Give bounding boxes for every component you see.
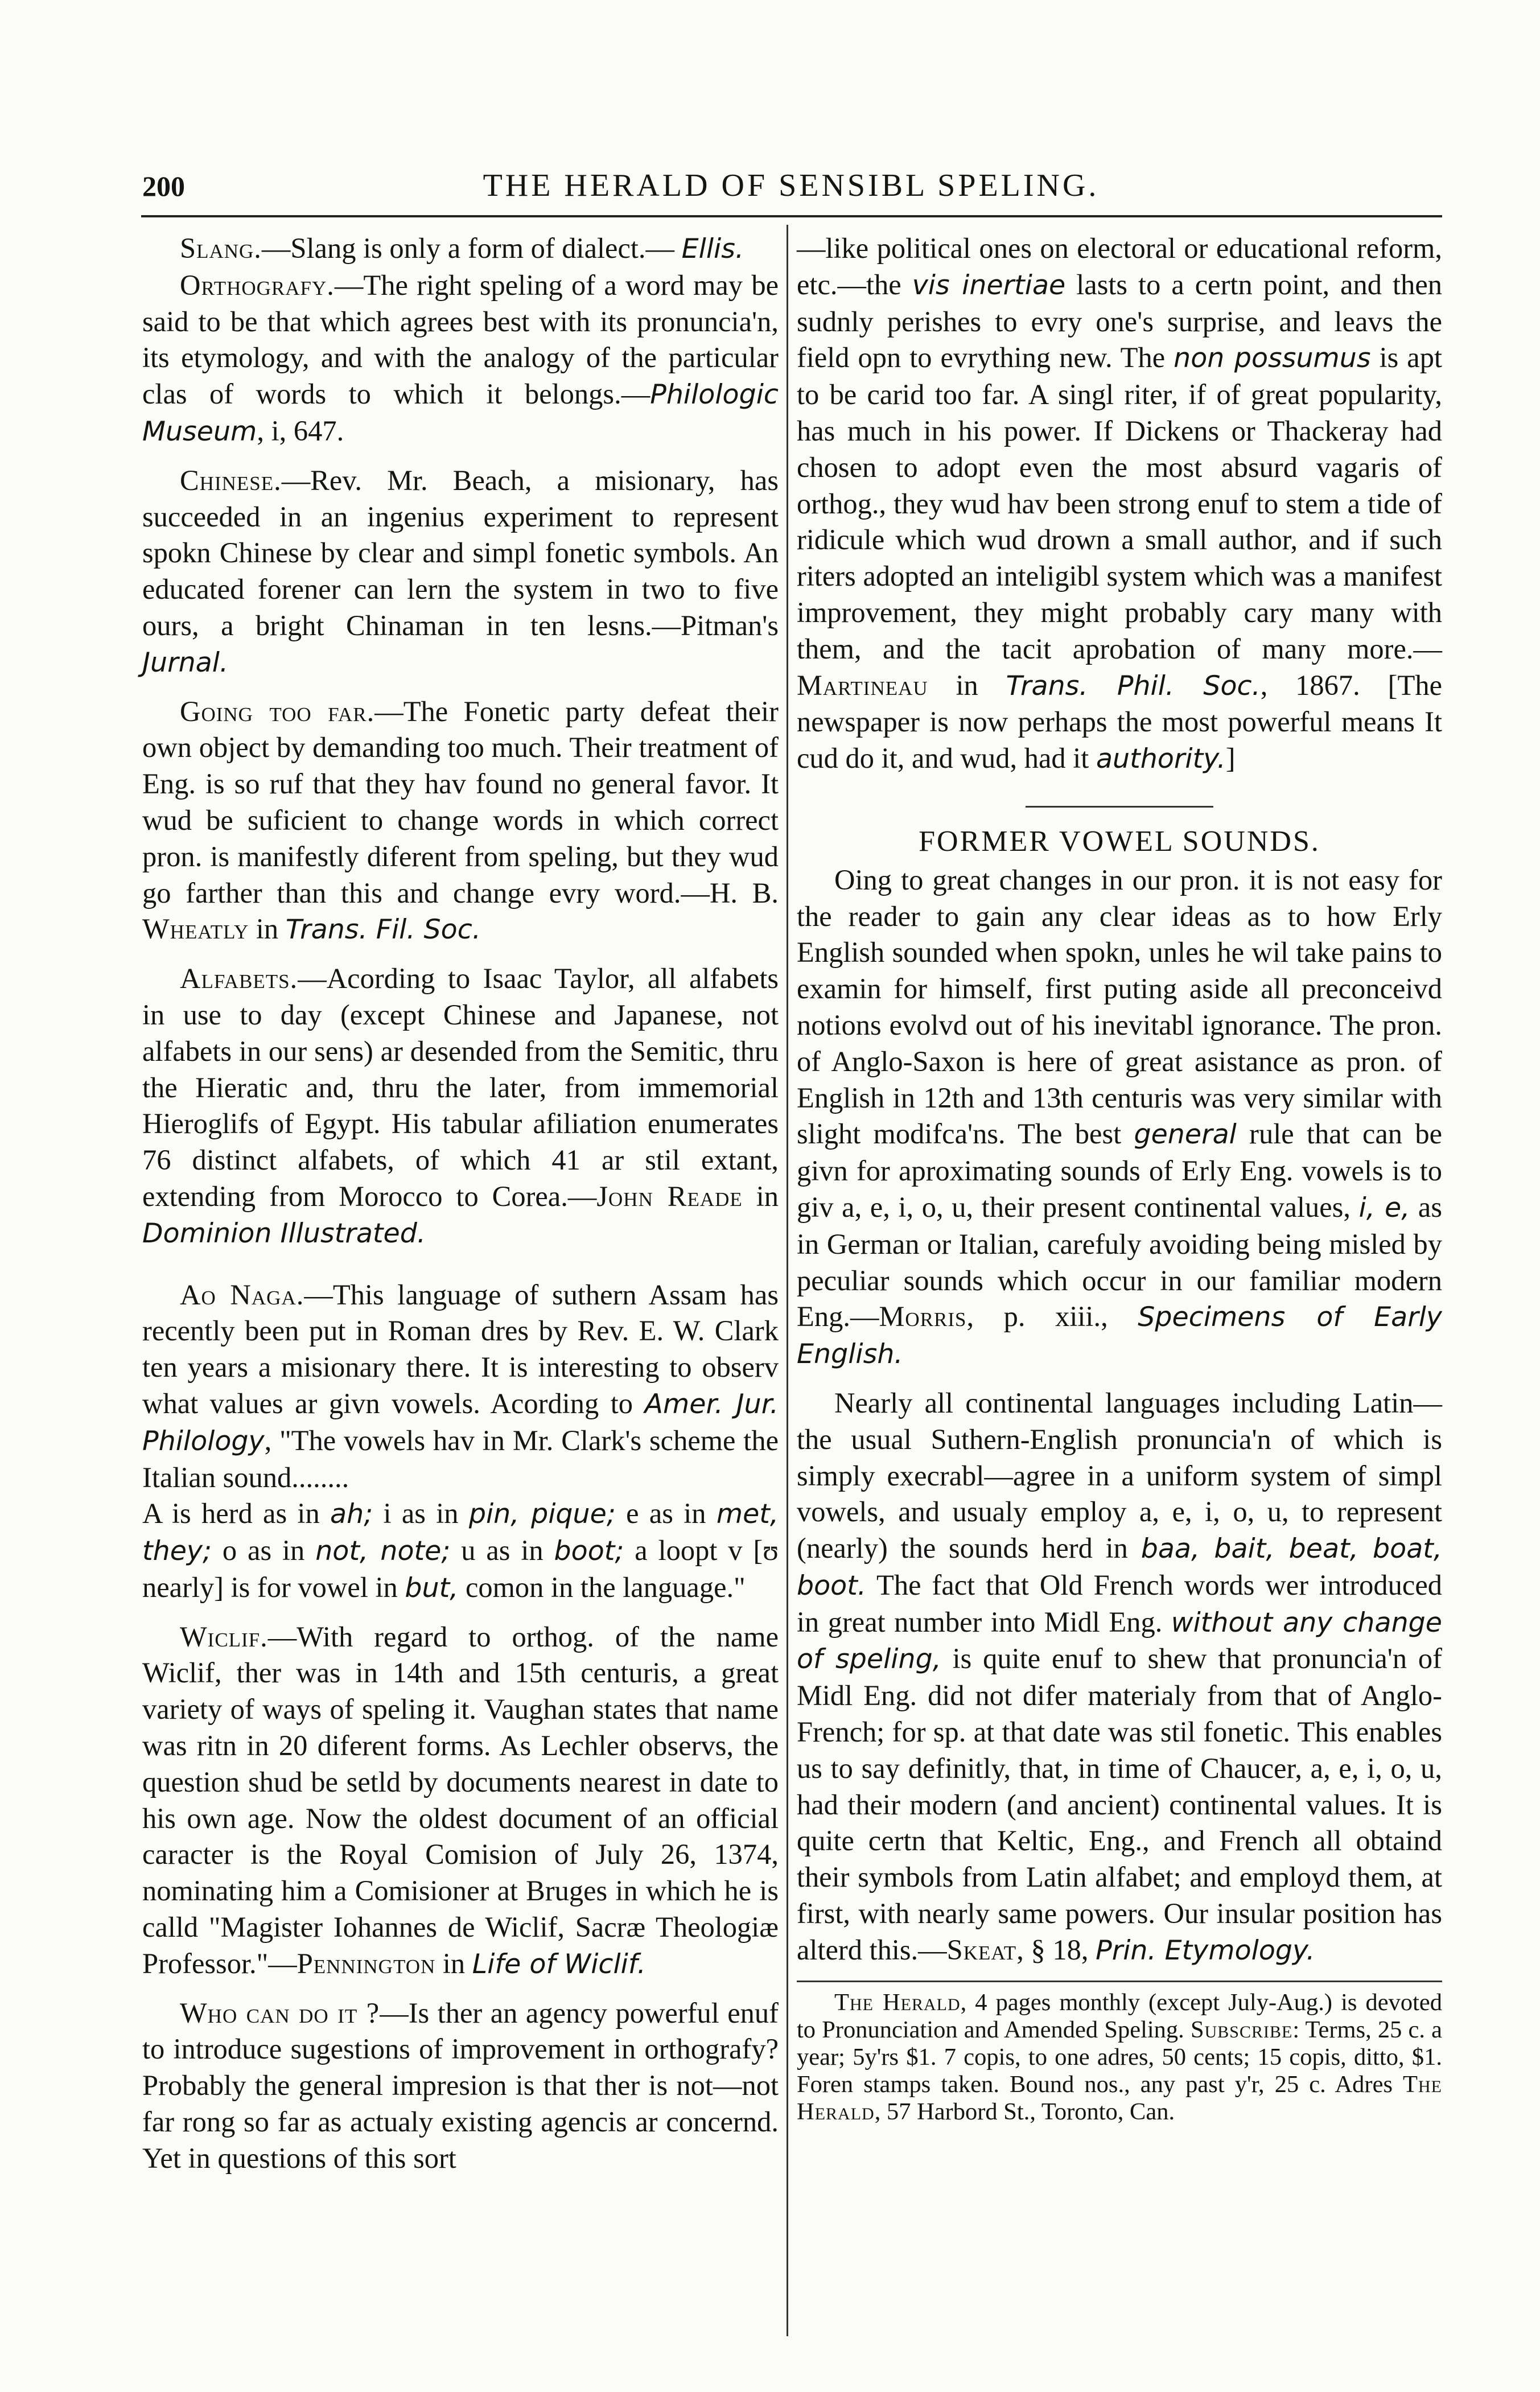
article-author: Pennington xyxy=(297,1947,436,1979)
vowel-tail-text: a loopt v [ʊ nearly] is for vowel in xyxy=(142,1534,779,1603)
article-author: Martineau xyxy=(797,669,928,701)
subscribe-label: Subscribe xyxy=(1190,2016,1293,2043)
vowel-o-example: not, note; xyxy=(315,1535,451,1567)
article-heading: Who can do it ? xyxy=(180,1996,380,2029)
latin-phrase: vis inertiae xyxy=(912,269,1066,301)
article-source: Trans. Fil. Soc. xyxy=(285,914,481,946)
publication-name: The Herald xyxy=(797,2070,1442,2125)
vowel-i-example: pin, pique; xyxy=(468,1498,616,1530)
article-author: Wheatly xyxy=(142,913,249,945)
article-quote: , "The vowels hav in Mr. Clark's scheme the Italian sound........ xyxy=(142,1424,779,1493)
article-source: Amer. Jur. Philology xyxy=(142,1388,779,1457)
article-reference: , p. xiii., xyxy=(966,1300,1138,1333)
editorial-note-close: ] xyxy=(1225,742,1236,775)
article-reference: , i, 647. xyxy=(257,414,344,447)
article-source: Ellis. xyxy=(681,233,744,265)
vowel-o-text: o as in xyxy=(212,1534,316,1567)
emphasis: without any change of speling, xyxy=(797,1607,1442,1675)
vowel-sounds-paragraph-1 xyxy=(797,862,1442,1373)
vowel-a-example: ah; xyxy=(330,1498,373,1530)
emphasis: authority. xyxy=(1096,743,1226,775)
article-text: is apt to be carid too far. A singl riter, if of great popularity, has much in his power. If Dickens or Thackeray had chosen to adopt even the most absurd vagaris of orthog., they wud hav been strong enuf to stem a tide of ridicule which wud drown a small author, and if such riters adopted an inteligibl system which was a manifest improvement, they might probably cary many with them, and the tacit aprobation of many more.— xyxy=(797,341,1442,665)
vowel-e-text: e as in xyxy=(615,1497,717,1530)
article-text: —The Fonetic party defeat their own object by demanding too much. Their treatment of Eng. is so ruf that they hav found no general favor. It wud be suficient to change words in which correct pron. is manifestly diferent from speling, but they wud go farther than this and change evry word.—H. B. xyxy=(142,695,779,909)
article-continuation xyxy=(797,230,1442,777)
article-source: Jurnal. xyxy=(142,647,229,678)
article-heading: Going too far. xyxy=(180,695,375,727)
article-connector: in xyxy=(249,913,286,945)
article-connector: in xyxy=(435,1947,472,1979)
article-text: —With regard to orthog. of the name Wiclif, ther was in 14th and 15th centuris, a great variety of ways of speling it. Vaughan states that name was ritn in 20 diferent forms. As Lechler observs, the question shud be setld by documents nearest in date to his own age. Now the oldest document of an official caracter is the Royal Comision of July 26, 1374, nominating him a Comisioner at Bruges in which he is calld "Magister Iohannes de Wiclif, Sacræ Theologiæ Professor."— xyxy=(142,1620,779,1979)
article-text: —Is ther an agency powerful enuf to introduce sugestions of improvement in orthografy? Probably the general impresion is that ther is not—not far rong so far as actualy existing agencis ar concernd. Yet in questions of this sort xyxy=(142,1996,779,2174)
vowel-tail-example: but, xyxy=(405,1572,459,1604)
emphasis: general xyxy=(1134,1119,1237,1151)
vowel-u-text: u as in xyxy=(450,1534,554,1567)
article-text: Oing to great changes in our pron. it is not easy for the reader to gain any clear ideas as to how Erly English sounded when spokn, unles he wil take pains to examin for himself, first puting aside all preconceivd notions evolvd out of his inevitabl ignorance. The pron. of Anglo-Saxon is here of great asistance as pron. of English in 12th and 13th centuris was very similar with slight modifca'ns. The best xyxy=(797,863,1442,1150)
article-orthografy xyxy=(142,267,779,450)
article-text: The fact that Old French words wer introduced in great number into Midl Eng. xyxy=(797,1568,1442,1638)
article-chinese xyxy=(142,463,779,681)
article-heading: Slang. xyxy=(180,232,262,264)
article-author: Morris xyxy=(879,1300,967,1333)
emphasis: i, e, xyxy=(1358,1192,1410,1224)
page-number: 200 xyxy=(142,170,185,202)
article-source: Dominion Illustrated. xyxy=(142,1217,426,1249)
latin-phrase: non possumus xyxy=(1173,343,1371,374)
article-heading: Wiclif. xyxy=(180,1620,268,1653)
article-text: —Rev. Mr. Beach, a misionary, has succeeded in an ingenius experiment to represent spokn Chinese by clear and simpl fonetic symbols. An educated forener can lern the system in two to five ours, a bright Chinaman in ten lesns.—Pitman's xyxy=(142,464,779,641)
right-column xyxy=(797,230,1442,2126)
vowel-end-text: comon in the language." xyxy=(458,1571,746,1603)
example-words: baa, bait, beat, boat, boot. xyxy=(797,1533,1442,1601)
article-source: Trans. Phil. Soc. xyxy=(1006,670,1261,702)
article-source: Specimens of Early English. xyxy=(797,1302,1443,1370)
section-separator xyxy=(1026,806,1213,808)
vowel-examples xyxy=(142,1496,779,1606)
running-title: THE HERALD OF SENSIBL SPELING. xyxy=(483,168,1100,203)
article-year: , 1867. xyxy=(1260,669,1360,701)
running-header xyxy=(142,165,1440,216)
article-text: —This language of suthern Assam has recently been put in Roman dres by Rev. E. W. Clark ten years a misionary there. It is interesting to observ what values ar givn vowels. Acording to xyxy=(142,1278,779,1419)
publication-name: The Herald xyxy=(834,1988,961,2016)
vowel-sounds-paragraph-2 xyxy=(797,1385,1442,1969)
article-author: Skeat xyxy=(946,1933,1017,1966)
article-text: —The right speling of a word may be said to be that which agrees best with its pronuncia'n, its etymology, and with the analogy of the particular clas of words to which it belongs.— xyxy=(142,269,779,410)
column-divider xyxy=(787,225,788,2336)
article-who-can-do-it xyxy=(142,1995,779,2177)
vowel-e-example: met, they; xyxy=(142,1498,779,1567)
article-going-too-far xyxy=(142,694,779,949)
left-column xyxy=(142,230,779,2177)
article-ao-naga xyxy=(142,1277,779,1496)
notice-rule xyxy=(797,1981,1442,1982)
notice-text: : Terms, 25 c. a year; 5y'rs $1. 7 copis, to one adres, 50 cents; 15 copis, ditto, $1. Foren stamps taken. Bound nos., any past y'r, 25 c. Adres xyxy=(797,2016,1443,2098)
article-heading: Chinese. xyxy=(180,464,282,496)
article-source: Philologic Museum xyxy=(142,379,779,447)
header-rule xyxy=(141,215,1442,217)
article-heading: Alfabets. xyxy=(180,962,298,995)
notice-address: , 57 Harbord St., Toronto, Can. xyxy=(874,2098,1175,2125)
section-title: FORMER VOWEL SOUNDS. xyxy=(919,825,1320,858)
article-text: lasts to a certn point, and then sudnly perishes to evry one's surprise, and leavs the field opn to evrything new. The xyxy=(797,268,1442,374)
article-text: is quite enuf to shew that pronuncia'n of Midl Eng. did not difer materialy from that of Anglo-French; for sp. at that date was stil fonetic. This enables us to say definitly, that, in time of Chaucer, a, e, i, o, u, had their modern (and ancient) continental values. It is quite certn that Keltic, Eng., and French all obtaind their symbols from Latin alfabet; and employd them, at first, with nearly same powers. Our insular position has alterd this.— xyxy=(797,1642,1443,1966)
vowel-a-text: A is herd as in xyxy=(142,1497,331,1530)
article-heading: Orthografy. xyxy=(180,269,335,301)
article-reference: , § 18, xyxy=(1016,1933,1096,1966)
article-slang xyxy=(142,230,779,267)
vowel-u-example: boot; xyxy=(554,1535,624,1567)
article-text: —Slang is only a form of dialect.— xyxy=(261,232,675,264)
article-text: Nearly all continental languages including Latin—the usual Suthern-English pronuncia'n of which is simply execrabl—agree in a uniform system of simpl vowels, and usualy employ a, e, i, o, u, to represent (nearly) the sounds herd in xyxy=(797,1386,1442,1565)
article-text: —Acording to Isaac Taylor, all alfabets in use to day (except Chinese and Japanese, not alfabets in our sens) ar desended from the Semitic, thru the Hieratic and, thru the later, from immemorial Hieroglifs of Egypt. His tabular afiliation enumerates 76 distinct alfabets, of which 41 ar stil extant, extending from Morocco to Corea.— xyxy=(142,962,779,1212)
article-text: —like political ones on electoral or educational reform, etc.—the xyxy=(797,232,1442,300)
article-heading: Ao Naga. xyxy=(180,1278,304,1311)
subscription-notice xyxy=(797,1989,1442,2126)
article-alfabets xyxy=(142,961,779,1251)
article-source: Prin. Etymology. xyxy=(1096,1934,1315,1966)
article-source: Life of Wiclif. xyxy=(472,1948,646,1980)
vowel-i-text: i as in xyxy=(373,1497,469,1530)
article-author: John Reade xyxy=(596,1180,743,1212)
article-connector: in xyxy=(742,1180,779,1212)
article-connector: in xyxy=(928,669,1006,701)
article-text: as in German or Italian, carefuly avoiding being misled by peculiar sounds which occur in our familiar modern Eng.— xyxy=(797,1191,1442,1333)
article-text: rule that can be givn for aproximating sounds of Erly Eng. vowels is to giv a, e, i, o, u, their present continental values, xyxy=(797,1118,1442,1223)
article-wiclif xyxy=(142,1619,779,1983)
editorial-note: [The newspaper is now perhaps the most powerful means It cud do it, and wud, had it xyxy=(797,669,1442,775)
notice-text: , 4 pages monthly (except July-Aug.) is devoted to Pronunciation and Amended Speling. xyxy=(797,1988,1442,2043)
